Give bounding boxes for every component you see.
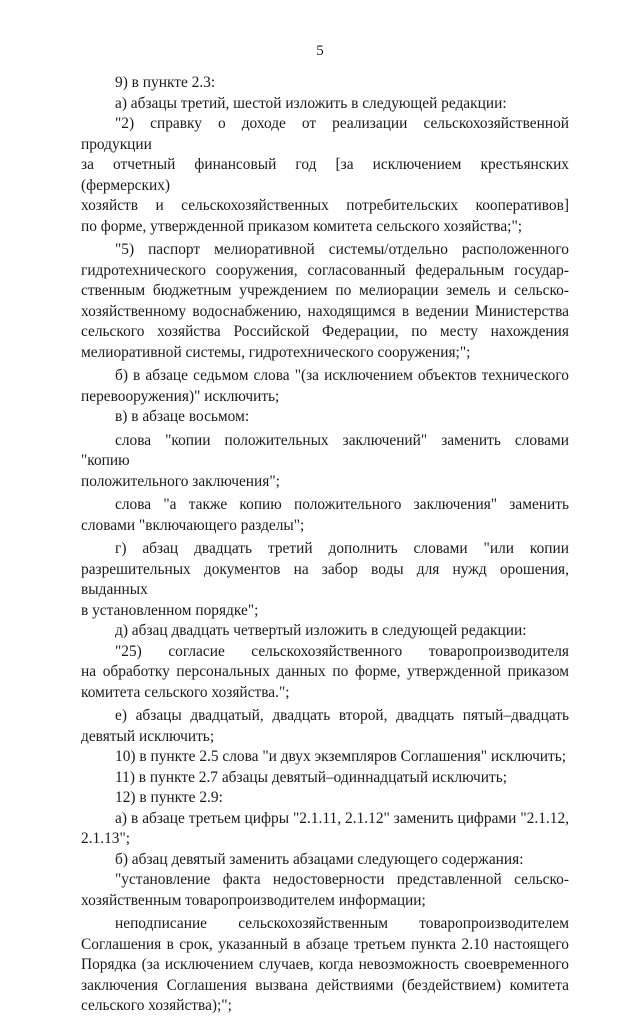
text-line: словами "включающего разделы"; bbox=[81, 516, 305, 534]
text-line: в установленном порядке"; bbox=[81, 601, 259, 619]
text-line: сельского хозяйства);"; bbox=[81, 997, 232, 1014]
text-line: б) абзац девятый заменить абзацами следующего содержания: bbox=[115, 850, 524, 868]
text-line: по форме, утвержденной приказом комитета сельского хозяйства;"; bbox=[81, 217, 523, 235]
text-line: 12) в пункте 2.9: bbox=[115, 789, 223, 806]
text-line: комитета сельского хозяйства."; bbox=[81, 683, 290, 701]
text-line: "25) согласие сельскохозяйственного товаропроизводителя bbox=[115, 642, 569, 660]
text-line: перевооружения)" исключить; bbox=[81, 387, 280, 405]
text-line: г) абзац двадцать третий дополнить словами "или копии bbox=[115, 540, 569, 557]
text-line: сельского хозяйства Российской Федерации, по месту нахождения bbox=[81, 323, 569, 340]
text-line: слова "копии положительных заключений" заменить словами "копию bbox=[81, 431, 569, 469]
text-line: "5) паспорт мелиоративной системы/отдельно расположенного bbox=[115, 241, 569, 258]
text-line: Соглашения в срок, указанный в абзаце третьем пункта 2.10 настоящего bbox=[81, 935, 569, 953]
text-line: на обработку персональных данных по форме, утвержденной приказом bbox=[81, 663, 569, 680]
text-line: "2) справку о доходе от реализации сельскохозяйственной продукции bbox=[81, 115, 569, 153]
text-line: 9) в пункте 2.3: bbox=[115, 74, 216, 91]
text-line: хозяйственным товаропроизводителем информации; bbox=[81, 891, 426, 909]
text-line: е) абзацы двадцатый, двадцать второй, двадцать пятый–двадцать bbox=[115, 707, 569, 724]
page-number: 5 bbox=[316, 43, 324, 59]
text-line: положительного заключения"; bbox=[81, 472, 280, 490]
text-line: а) в абзаце третьем цифры "2.1.11, 2.1.12" заменить цифрами "2.1.12, bbox=[115, 809, 569, 827]
text-line: Порядка (за исключением случаев, когда невозможность своевременного bbox=[81, 956, 569, 973]
text-line: "установление факта недостоверности представленной сельско- bbox=[115, 871, 569, 888]
text-line: 11) в пункте 2.7 абзацы девятый–одиннадцатый исключить; bbox=[115, 768, 508, 786]
text-line: разрешительных документов на забор воды для нужд орошения, выданных bbox=[81, 560, 569, 598]
text-line: в) в абзаце восьмом: bbox=[115, 408, 250, 425]
document-body bbox=[81, 73, 569, 1017]
text-line: гидротехнического сооружения, согласованный федеральным государ- bbox=[81, 261, 569, 279]
text-line: 10) в пункте 2.5 слова "и двух экземпляров Соглашения" исключить; bbox=[115, 748, 567, 765]
text-line: хозяйств и сельскохозяйственных потребительских кооперативов] bbox=[81, 197, 569, 214]
text-line: слова "а также копию положительного заключения" заменить bbox=[115, 496, 569, 513]
text-line: хозяйственному водоснабжению, находящимся в ведении Министерства bbox=[81, 302, 569, 320]
text-line: 2.1.13"; bbox=[81, 830, 131, 847]
text-line: за отчетный финансовый год [за исключением крестьянских (фермерских) bbox=[81, 156, 569, 194]
text-line: мелиоративной системы, гидротехнического сооружения;"; bbox=[81, 343, 471, 361]
text-line: ственным бюджетным учреждением по мелиорации земель и сельско- bbox=[81, 282, 569, 299]
text-line: д) абзац двадцать четвертый изложить в следующей редакции: bbox=[115, 622, 527, 639]
text-line: а) абзацы третий, шестой изложить в следующей редакции: bbox=[115, 94, 507, 112]
text-line: девятый исключить; bbox=[81, 727, 215, 745]
text-line: неподписание сельскохозяйственным товаропроизводителем bbox=[115, 915, 569, 932]
text-line: заключения Соглашения вызвана действиями (бездействием) комитета bbox=[81, 976, 569, 994]
text-line: б) в абзаце седьмом слова "(за исключением объектов технического bbox=[115, 367, 569, 384]
